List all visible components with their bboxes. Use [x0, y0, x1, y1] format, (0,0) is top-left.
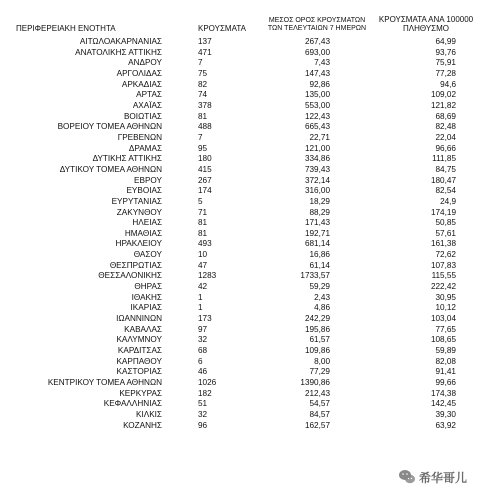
table-row [14, 239, 482, 250]
table-row [14, 176, 482, 187]
region-cell: ΕΥΒΟΙΑΣ [126, 186, 162, 196]
region-cell: ΑΡΚΑΔΙΑΣ [121, 79, 162, 89]
table-row [14, 346, 482, 357]
avg-cell: 162,57 [304, 420, 330, 430]
header-per-line1: ΚΡΟΥΣΜΑΤΑ ΑΝΑ 100000 [378, 15, 474, 24]
avg-cell: 4,86 [314, 303, 330, 313]
region-cell: ΓΡΕΒΕΝΩΝ [117, 132, 162, 142]
table-row [14, 37, 482, 48]
per-100000-cell: 22,04 [435, 132, 456, 142]
avg-cell: 171,43 [304, 218, 330, 228]
per-100000-cell: 180,47 [430, 175, 456, 185]
header-region-label: ΠΕΡΙΦΕΡΕΙΑΚΗ ΕΝΟΤΗΤΑ [16, 24, 116, 33]
table-row [14, 48, 482, 59]
table-row [14, 389, 482, 400]
avg-cell: 84,57 [309, 409, 330, 419]
regional-cases-table [14, 10, 482, 431]
cases-cell: 46 [198, 367, 208, 377]
per-100000-cell: 161,38 [430, 239, 456, 249]
region-cell: ΗΜΑΘΙΑΣ [124, 228, 162, 238]
table-row [14, 58, 482, 69]
table-row [14, 197, 482, 208]
avg-cell: 739,43 [304, 164, 330, 174]
per-100000-cell: 72,62 [435, 250, 456, 260]
header-avg-line2: ΤΩΝ ΤΕΛΕΥΤΑΙΩΝ 7 ΗΜΕΡΩΝ [267, 25, 367, 32]
region-cell: ΙΚΑΡΙΑΣ [130, 303, 162, 313]
avg-cell: 61,57 [309, 335, 330, 345]
cases-cell: 68 [198, 346, 208, 356]
avg-cell: 553,00 [304, 100, 330, 110]
per-100000-cell: 174,38 [430, 388, 456, 398]
cases-cell: 5 [198, 196, 203, 206]
region-cell: ΔΥΤΙΚΗΣ ΑΤΤΙΚΗΣ [92, 154, 162, 164]
region-cell: ΘΕΣΣΑΛΟΝΙΚΗΣ [98, 271, 162, 281]
table-header [14, 10, 482, 37]
cases-cell: 47 [198, 260, 208, 270]
per-100000-cell: 24,9 [440, 196, 456, 206]
region-cell: ΘΑΣΟΥ [133, 250, 162, 260]
table-row [14, 303, 482, 314]
per-100000-cell: 91,41 [435, 367, 456, 377]
per-100000-cell: 63,92 [435, 420, 456, 430]
table-row [14, 314, 482, 325]
cases-cell: 71 [198, 207, 208, 217]
header-cases [184, 10, 264, 37]
region-cell: ΑΙΤΩΛΟΑΚΑΡΝΑΝΙΑΣ [79, 37, 162, 46]
avg-cell: 665,43 [304, 122, 330, 132]
per-100000-cell: 174,19 [430, 207, 456, 217]
per-100000-cell: 64,99 [435, 37, 456, 46]
cases-cell: 81 [198, 228, 208, 238]
region-cell: ΚΙΛΚΙΣ [135, 409, 162, 419]
per-100000-cell: 82,08 [435, 356, 456, 366]
per-100000-cell: 96,66 [435, 143, 456, 153]
cases-cell: 82 [198, 79, 208, 89]
per-100000-cell: 39,30 [435, 409, 456, 419]
region-cell: ΚΟΖΑΝΗΣ [123, 420, 162, 430]
avg-cell: 195,86 [304, 324, 330, 334]
region-cell: ΔΡΑΜΑΣ [128, 143, 162, 153]
avg-cell: 147,43 [304, 68, 330, 78]
avg-cell: 22,71 [309, 132, 330, 142]
cases-cell: 95 [198, 143, 208, 153]
table-row [14, 410, 482, 421]
cases-cell: 137 [198, 37, 212, 46]
avg-cell: 7,43 [314, 58, 330, 68]
region-cell: ΕΥΡΥΤΑΝΙΑΣ [111, 196, 162, 206]
table-row [14, 165, 482, 176]
cases-cell: 1 [198, 292, 203, 302]
avg-cell: 1390,86 [300, 378, 330, 387]
per-100000-cell: 93,76 [435, 47, 456, 57]
avg-cell: 212,43 [304, 388, 330, 398]
cases-cell: 267 [198, 175, 212, 185]
table-row [14, 208, 482, 219]
watermark [398, 466, 488, 488]
table-row [14, 399, 482, 410]
table-row [14, 101, 482, 112]
table-row [14, 133, 482, 144]
region-cell: ΒΟΙΩΤΙΑΣ [123, 111, 162, 121]
avg-cell: 109,86 [304, 346, 330, 356]
cases-cell: 1283 [198, 271, 217, 281]
table-row [14, 261, 482, 272]
header-region [14, 10, 184, 37]
avg-cell: 59,29 [309, 282, 330, 292]
region-cell: ΗΛΕΙΑΣ [132, 218, 162, 228]
cases-cell: 1 [198, 303, 203, 313]
table-row [14, 378, 482, 389]
cases-cell: 81 [198, 218, 208, 228]
region-cell: ΚΕΦΑΛΛΗΝΙΑΣ [103, 399, 162, 409]
per-100000-cell: 222,42 [430, 282, 456, 292]
cases-cell: 32 [198, 335, 208, 345]
region-cell: ΚΑΣΤΟΡΙΑΣ [116, 367, 162, 377]
header-per-line2: ΠΛΗΘΥΣΜΟ [402, 24, 450, 33]
table-row [14, 367, 482, 378]
per-100000-cell: 75,91 [435, 58, 456, 68]
header-cases-label: ΚΡΟΥΣΜΑΤΑ [198, 24, 246, 33]
avg-cell: 8,00 [314, 356, 330, 366]
cases-cell: 7 [198, 58, 203, 68]
table-row [14, 229, 482, 240]
avg-cell: 54,57 [309, 399, 330, 409]
per-100000-cell: 77,65 [435, 324, 456, 334]
region-cell: ΗΡΑΚΛΕΙΟΥ [115, 239, 162, 249]
per-100000-cell: 50,85 [435, 218, 456, 228]
per-100000-cell: 84,75 [435, 164, 456, 174]
region-cell: ΚΑΡΠΑΘΟΥ [116, 356, 162, 366]
table-row [14, 421, 482, 432]
avg-cell: 135,00 [304, 90, 330, 100]
avg-cell: 77,29 [309, 367, 330, 377]
region-cell: ΑΝΔΡΟΥ [128, 58, 162, 68]
avg-cell: 122,43 [304, 111, 330, 121]
region-cell: ΑΡΤΑΣ [136, 90, 162, 100]
cases-cell: 378 [198, 100, 212, 110]
table-row [14, 112, 482, 123]
cases-cell: 75 [198, 68, 208, 78]
header-avg-line1: ΜΕΣΟΣ ΟΡΟΣ ΚΡΟΥΣΜΑΤΩΝ [268, 17, 366, 24]
region-cell: ΙΩΑΝΝΙΝΩΝ [116, 314, 162, 324]
per-100000-cell: 107,83 [430, 260, 456, 270]
region-cell: ΑΧΑΪΑΣ [132, 100, 162, 110]
per-100000-cell: 68,69 [435, 111, 456, 121]
table-row [14, 250, 482, 261]
avg-cell: 1733,57 [300, 271, 330, 281]
per-100000-cell: 99,66 [435, 378, 456, 387]
avg-cell: 372,14 [304, 175, 330, 185]
cases-cell: 10 [198, 250, 208, 260]
avg-cell: 2,43 [314, 292, 330, 302]
per-100000-cell: 82,48 [435, 122, 456, 132]
table-row [14, 122, 482, 133]
per-100000-cell: 108,65 [430, 335, 456, 345]
region-cell: ΖΑΚΥΝΘΟΥ [116, 207, 162, 217]
cases-cell: 42 [198, 282, 208, 292]
avg-cell: 18,29 [309, 196, 330, 206]
table-row [14, 325, 482, 336]
avg-cell: 88,29 [309, 207, 330, 217]
cases-cell: 182 [198, 388, 212, 398]
cases-cell: 6 [198, 356, 203, 366]
per-100000-cell: 109,02 [430, 90, 456, 100]
avg-cell: 121,00 [304, 143, 330, 153]
table-body [14, 37, 482, 431]
per-100000-cell: 82,54 [435, 186, 456, 196]
region-cell: ΚΑΡΔΙΤΣΑΣ [117, 346, 162, 356]
table-row [14, 271, 482, 282]
table-row [14, 186, 482, 197]
region-cell: ΙΘΑΚΗΣ [131, 292, 162, 302]
cases-cell: 51 [198, 399, 208, 409]
per-100000-cell: 59,89 [435, 346, 456, 356]
wechat-logo-icon [398, 469, 416, 485]
per-100000-cell: 111,85 [432, 154, 456, 164]
table-row [14, 335, 482, 346]
per-100000-cell: 30,95 [435, 292, 456, 302]
header-row [14, 10, 482, 37]
region-cell: ΘΕΣΠΡΩΤΙΑΣ [109, 260, 162, 270]
cases-cell: 81 [198, 111, 208, 121]
table-row [14, 357, 482, 368]
region-cell: ΕΒΡΟΥ [134, 175, 162, 185]
avg-cell: 693,00 [304, 47, 330, 57]
region-cell: ΚΕΡΚΥΡΑΣ [119, 388, 162, 398]
table-row [14, 90, 482, 101]
avg-cell: 267,43 [304, 37, 330, 46]
cases-cell: 7 [198, 132, 203, 142]
region-cell: ΑΡΓΟΛΙΔΑΣ [116, 68, 162, 78]
avg-cell: 334,86 [304, 154, 330, 164]
table-row [14, 154, 482, 165]
avg-cell: 16,86 [309, 250, 330, 260]
region-cell: ΒΟΡΕΙΟΥ ΤΟΜΕΑ ΑΘΗΝΩΝ [57, 122, 162, 132]
region-cell: ΘΗΡΑΣ [134, 282, 162, 292]
cases-cell: 488 [198, 122, 212, 132]
cases-cell: 174 [198, 186, 212, 196]
table-row [14, 69, 482, 80]
per-100000-cell: 121,82 [430, 100, 456, 110]
table-row [14, 282, 482, 293]
table-row [14, 144, 482, 155]
cases-cell: 96 [198, 420, 208, 430]
avg-cell: 316,00 [304, 186, 330, 196]
table-row [14, 293, 482, 304]
per-100000-cell: 94,6 [440, 79, 456, 89]
avg-cell: 61,14 [309, 260, 330, 270]
per-100000-cell: 77,28 [435, 68, 456, 78]
region-cell: ΚΑΒΑΛΑΣ [124, 324, 162, 334]
avg-cell: 92,86 [309, 79, 330, 89]
cases-cell: 471 [198, 47, 212, 57]
cases-cell: 74 [198, 90, 208, 100]
cases-cell: 493 [198, 239, 212, 249]
header-seven-day-average [264, 10, 370, 37]
region-cell: ΚΕΝΤΡΙΚΟΥ ΤΟΜΕΑ ΑΘΗΝΩΝ [47, 378, 162, 387]
per-100000-cell: 115,55 [431, 271, 456, 281]
cases-cell: 1026 [198, 378, 217, 387]
header-per-100000 [370, 10, 482, 37]
cases-cell: 32 [198, 409, 208, 419]
avg-cell: 681,14 [304, 239, 330, 249]
region-cell: ΔΥΤΙΚΟΥ ΤΟΜΕΑ ΑΘΗΝΩΝ [59, 164, 162, 174]
cases-cell: 180 [198, 154, 212, 164]
table-row [14, 218, 482, 229]
per-100000-cell: 142,45 [430, 399, 456, 409]
per-100000-cell: 57,61 [435, 228, 456, 238]
per-100000-cell: 10,12 [435, 303, 456, 313]
region-cell: ΚΑΛΥΜΝΟΥ [116, 335, 162, 345]
region-cell: ΑΝΑΤΟΛΙΚΗΣ ΑΤΤΙΚΗΣ [75, 47, 162, 57]
avg-cell: 242,29 [304, 314, 330, 324]
table-row [14, 80, 482, 91]
cases-cell: 97 [198, 324, 208, 334]
cases-cell: 173 [198, 314, 212, 324]
cases-cell: 415 [198, 164, 212, 174]
avg-cell: 192,71 [304, 228, 330, 238]
per-100000-cell: 103,04 [430, 314, 456, 324]
watermark-text: 希华哥儿 [419, 470, 468, 485]
